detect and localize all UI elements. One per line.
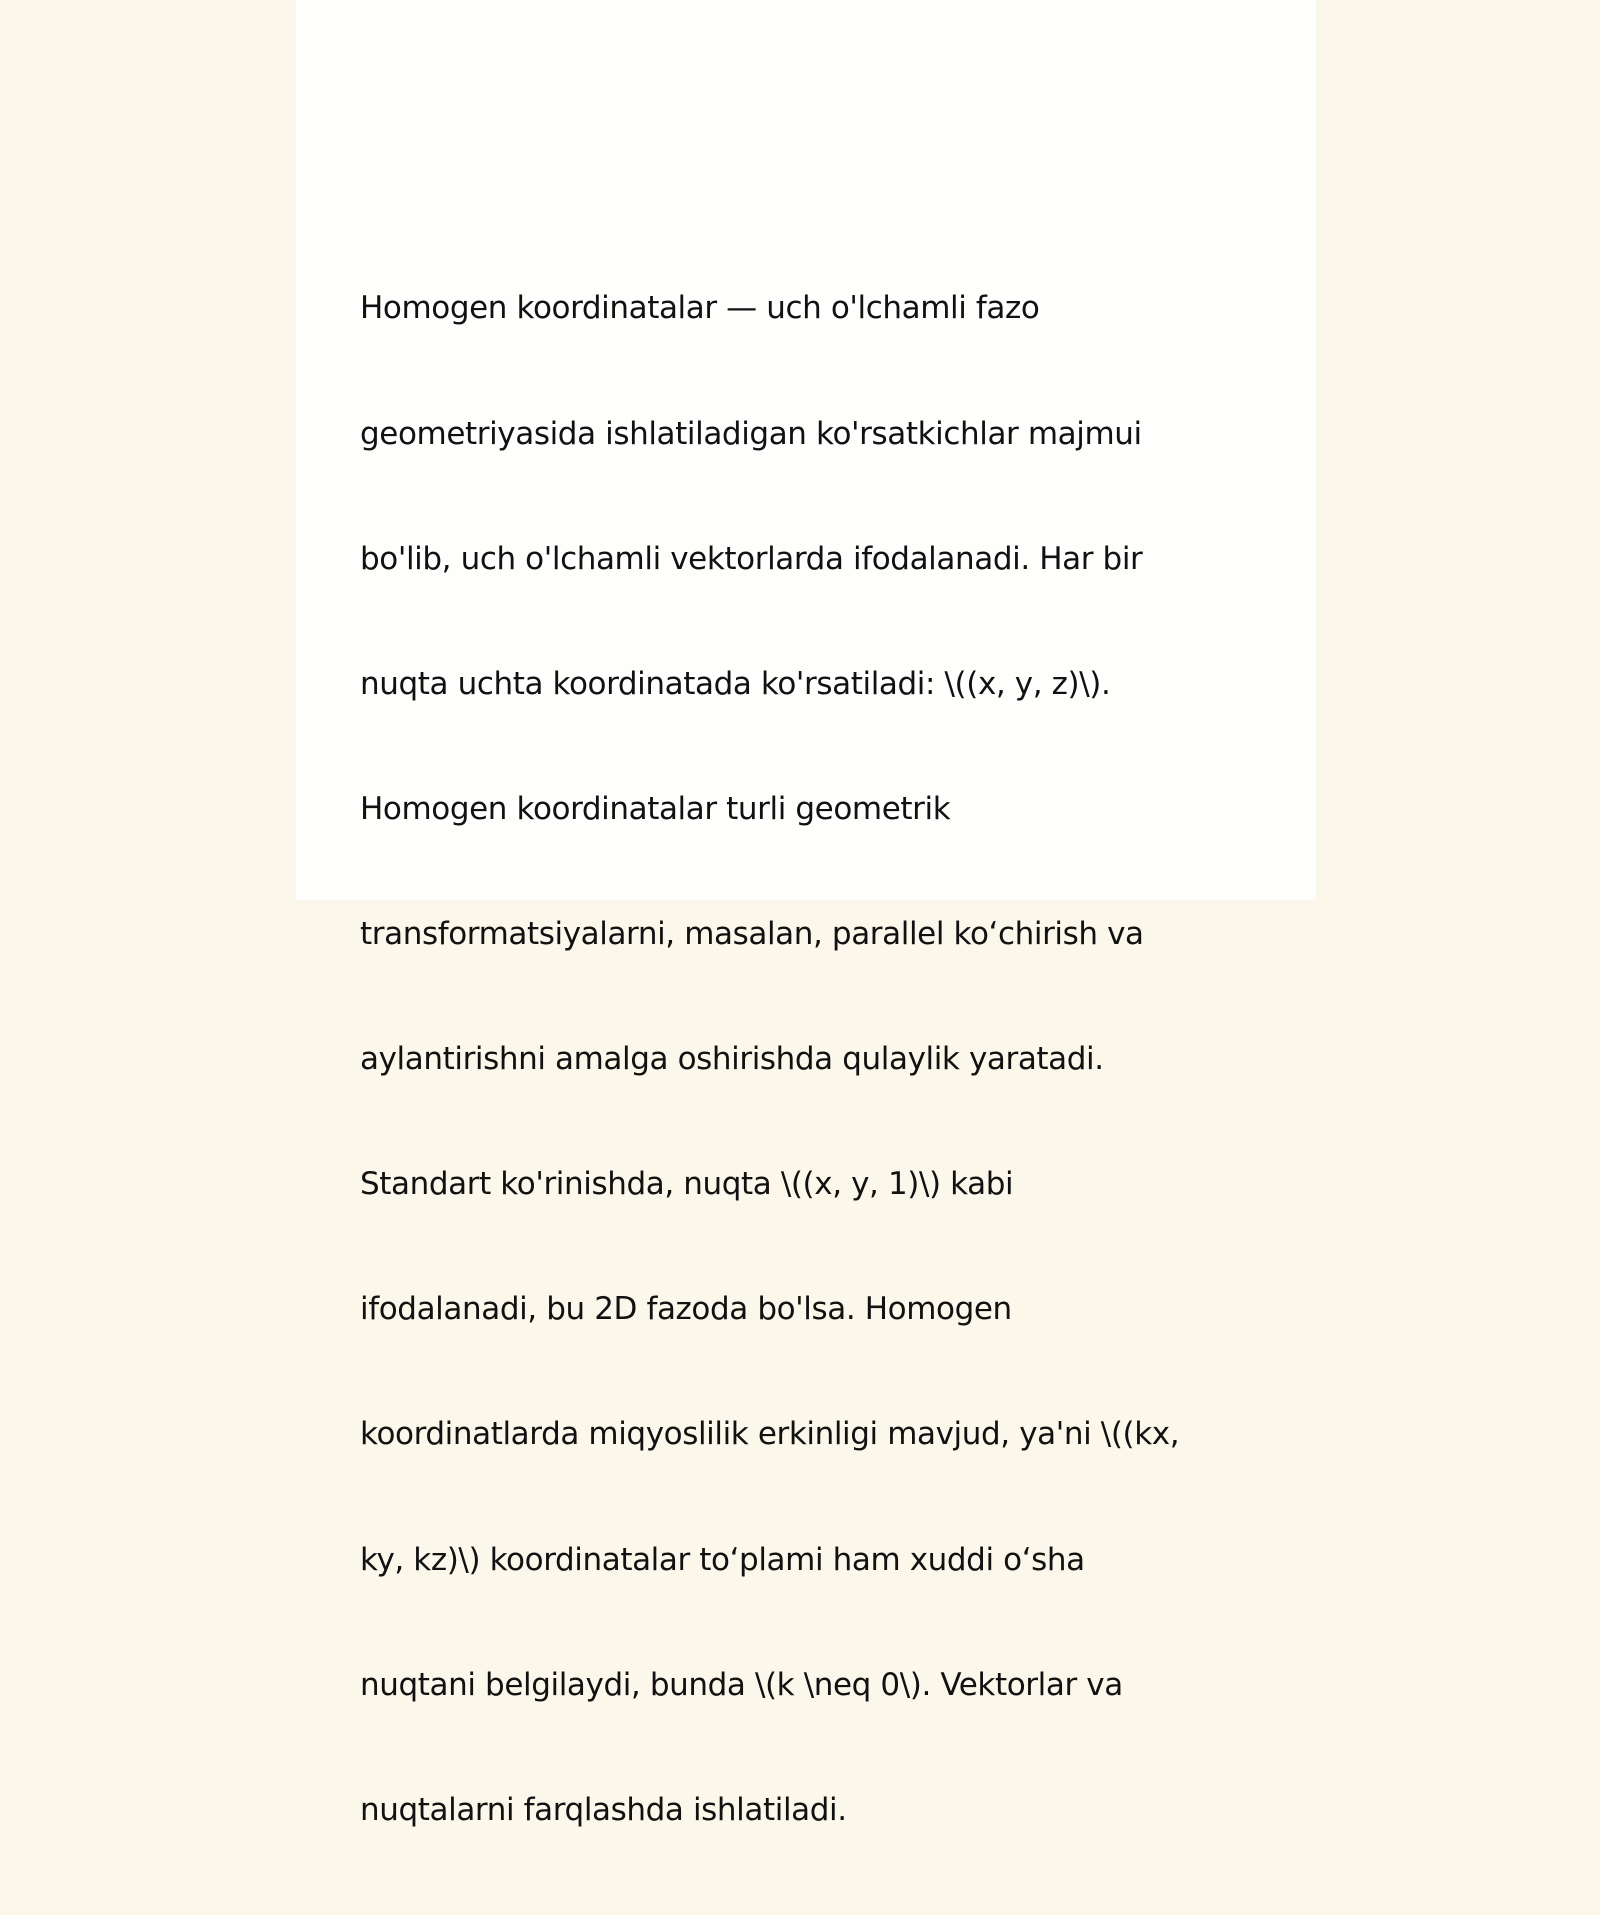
paragraph-line: aylantirishni amalga oshirishda qulaylik yaratadi. xyxy=(360,1041,1104,1078)
body-paragraph xyxy=(360,205,1240,1915)
paragraph-line: nuqtani belgilaydi, bunda \(k \neq 0\). Vektorlar va xyxy=(360,1666,1123,1703)
paragraph-line: koordinatlarda miqyoslilik erkinligi mavjud, ya'ni \((kx, xyxy=(360,1416,1180,1453)
paragraph-line: bo'lib, uch o'lchamli vektorlarda ifodalanadi. Har bir xyxy=(360,540,1143,577)
paragraph-line: Homogen koordinatalar turli geometrik xyxy=(360,790,951,827)
paragraph-line: ifodalanadi, bu 2D fazoda bo'lsa. Homogen xyxy=(360,1291,1012,1328)
paragraph-line: geometriyasida ishlatiladigan ko'rsatkichlar majmui xyxy=(360,415,1142,452)
paragraph-line: nuqta uchta koordinatada ko'rsatiladi: \((x, y, z)\). xyxy=(360,665,1111,702)
paragraph-line: ky, kz)\) koordinatalar toʻplami ham xuddi oʻsha xyxy=(360,1541,1085,1578)
paragraph-line: transformatsiyalarni, masalan, parallel koʻchirish va xyxy=(360,915,1144,952)
paragraph-line: nuqtalarni farqlashda ishlatiladi. xyxy=(360,1791,847,1828)
paragraph-line: Homogen koordinatalar — uch o'lchamli fazo xyxy=(360,290,1040,327)
document-page xyxy=(296,0,1316,1828)
paragraph-line: Standart ko'rinishda, nuqta \((x, y, 1)\) kabi xyxy=(360,1166,1014,1203)
